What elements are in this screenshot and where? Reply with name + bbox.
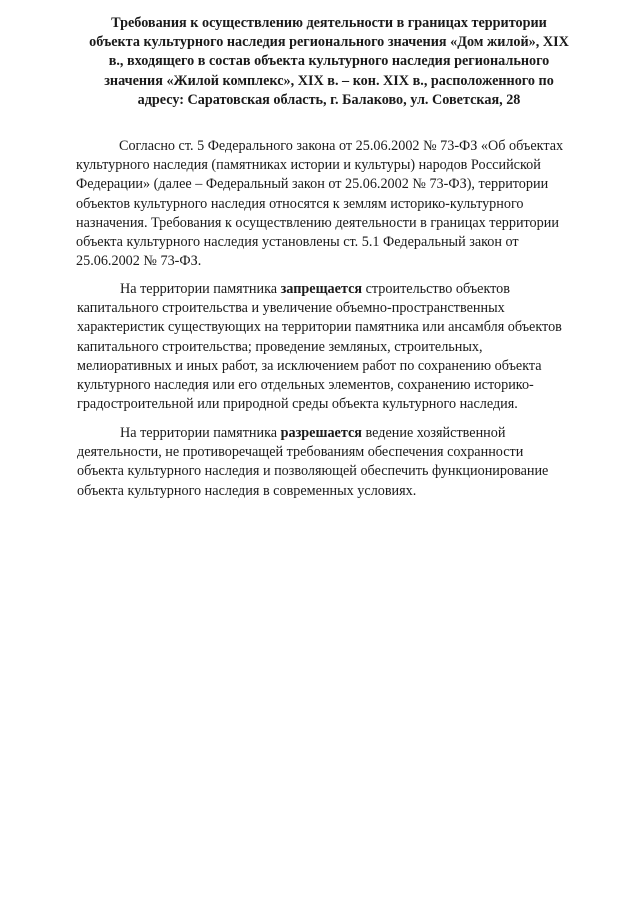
paragraph-line: Федерации» (далее – Федеральный закон от 25.06.2002 № 73-ФЗ), территории (76, 176, 549, 193)
paragraph-line: деятельности, не противоречащей требованиям обеспечения сохранности (77, 444, 524, 461)
title-line: объекта культурного наследия регионального значения «Дом жилой», XIX (89, 34, 569, 51)
paragraph-line: градостроительной или природной среды объекта культурного наследия. (77, 396, 518, 413)
paragraph-prefix: На территории памятника (120, 281, 281, 297)
paragraph-first-line (77, 280, 562, 299)
paragraph-line: объекта культурного наследия установлены ст. 5.1 Федеральный закон от (76, 234, 519, 251)
title-line: в., входящего в состав объекта культурного наследия регионального (108, 53, 550, 70)
paragraph-line: капитального строительства и увеличение объемно-пространственных (77, 300, 505, 317)
document-title (72, 14, 586, 110)
paragraph-line: культурного наследия (памятниках истории и культуры) народов Российской (76, 157, 541, 174)
paragraph-line: назначения. Требования к осуществлению деятельности в границах территории (76, 214, 559, 231)
paragraph-first-line-rest: строительство объектов (362, 281, 510, 297)
paragraph-line: объектов культурного наследия относятся к землям историко-культурного (76, 195, 524, 212)
paragraph-line: объекта культурного наследия в современных условиях. (77, 482, 417, 499)
paragraph-prohibitions (77, 280, 562, 414)
paragraph-line: характеристик существующих на территории памятника или ансамбля объектов (77, 319, 562, 336)
title-line: значения «Жилой комплекс», XIX в. – кон. XIX в., расположенного по (104, 72, 554, 89)
prohibited-keyword: запрещается (280, 281, 363, 297)
paragraph-line: объекта культурного наследия и позволяющей обеспечить функционирование (77, 463, 549, 480)
paragraph-line: мелиоративных и иных работ, за исключением работ по сохранению объекта (77, 357, 542, 374)
paragraph-first-line (77, 424, 548, 443)
paragraph-line: 25.06.2002 № 73-ФЗ. (76, 253, 202, 270)
title-line: Требования к осуществлению деятельности в границах территории (111, 15, 547, 31)
paragraph-line: культурного наследия или его отдельных элементов, сохранению историко- (77, 377, 534, 394)
paragraph-first-line-rest: ведение хозяйственной (361, 425, 506, 441)
paragraph-legal-basis (76, 137, 563, 271)
paragraph-line: Согласно ст. 5 Федерального закона от 25.06.2002 № 73-ФЗ «Об объектах (119, 138, 564, 154)
paragraph-prefix: На территории памятника (120, 425, 281, 441)
permitted-keyword: разрешается (280, 425, 362, 441)
paragraph-line: капитального строительства; проведение земляных, строительных, (77, 338, 483, 355)
title-line: адресу: Саратовская область, г. Балаково, ул. Советская, 28 (137, 91, 521, 108)
paragraph-permissions (77, 424, 548, 501)
